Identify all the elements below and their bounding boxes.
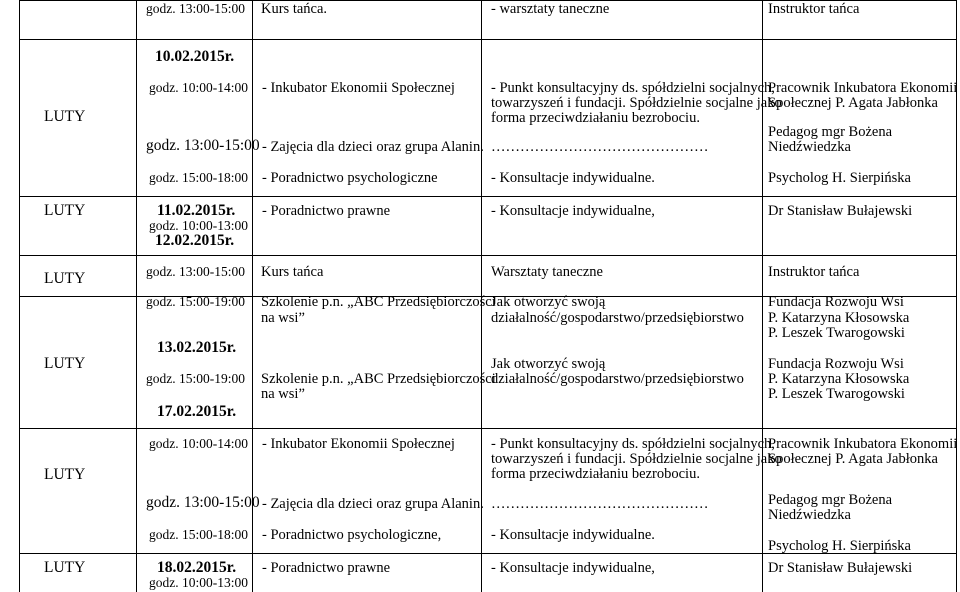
activity-cell: - Zajęcia dla dzieci oraz grupa Alanin. <box>262 139 484 155</box>
date-cell: 12.02.2015r. <box>155 232 235 249</box>
topic-cell: forma przeciwdziałaniu bezrobociu. <box>491 110 700 126</box>
date-cell: 17.02.2015r. <box>157 403 237 420</box>
activity-cell: - Inkubator Ekonomii Społecznej <box>262 436 455 452</box>
month-cell: LUTY <box>44 108 86 125</box>
table-border <box>19 0 20 592</box>
lead-cell: P. Katarzyna Kłosowska <box>768 371 910 387</box>
topic-cell: ……………………………………… <box>491 496 709 512</box>
lead-cell: Pedagog mgr Bożena <box>768 124 893 140</box>
topic-cell: forma przeciwdziałaniu bezrobociu. <box>491 466 700 482</box>
time-cell: godz. 15:00-19:00 <box>146 371 245 386</box>
topic-cell: - Konsultacje indywidualne, <box>491 560 655 576</box>
month-cell: LUTY <box>44 466 86 483</box>
lead-cell: Instruktor tańca <box>768 1 860 17</box>
activity-cell: - Poradnictwo prawne <box>262 560 391 576</box>
lead-cell: Społecznej P. Agata Jabłonka <box>768 451 938 467</box>
topic-cell: - Punkt konsultacyjny ds. spółdzielni socjalnych, <box>491 436 775 452</box>
lead-cell: Pracownik Inkubatora Ekonomii <box>768 80 958 96</box>
activity-cell: - Poradnictwo psychologiczne <box>262 170 438 186</box>
topic-cell: towarzyszeń i fundacji. Spółdzielnie socjalne jako <box>491 451 782 467</box>
time-cell: godz. 10:00-13:00 <box>149 575 248 590</box>
lead-cell: Dr Stanisław Bułajewski <box>768 203 913 219</box>
activity-cell: na wsi” <box>261 310 305 326</box>
activity-cell: Kurs tańca. <box>261 1 328 17</box>
activity-cell: na wsi” <box>261 386 305 402</box>
time-cell: godz. 15:00-19:00 <box>146 294 245 309</box>
topic-cell: ……………………………………… <box>491 139 709 155</box>
time-cell: godz. 15:00-18:00 <box>149 170 248 185</box>
lead-cell: Pedagog mgr Bożena <box>768 492 893 508</box>
lead-cell: Społecznej P. Agata Jabłonka <box>768 95 938 111</box>
time-cell: godz. 10:00-13:00 <box>149 218 248 233</box>
table-border <box>19 39 957 40</box>
table-border <box>19 255 957 256</box>
time-cell: godz. 15:00-18:00 <box>149 527 248 542</box>
time-cell: godz. 13:00-15:00 <box>146 494 260 511</box>
topic-cell: towarzyszeń i fundacji. Spółdzielnie socjalne jako <box>491 95 782 111</box>
time-cell: godz. 10:00-14:00 <box>149 436 248 451</box>
topic-cell: działalność/gospodarstwo/przedsiębiorstwo <box>491 371 744 387</box>
month-cell: LUTY <box>44 202 86 219</box>
topic-cell: - Punkt konsultacyjny ds. spółdzielni socjalnych, <box>491 80 775 96</box>
activity-cell: - Inkubator Ekonomii Społecznej <box>262 80 455 96</box>
lead-cell: Fundacja Rozwoju Wsi <box>768 356 904 372</box>
date-cell: 13.02.2015r. <box>157 339 237 356</box>
table-border <box>19 196 957 197</box>
date-cell: 10.02.2015r. <box>155 48 235 65</box>
date-cell: 18.02.2015r. <box>157 559 237 576</box>
topic-cell: Warsztaty taneczne <box>491 264 603 280</box>
topic-cell: - warsztaty taneczne <box>491 1 610 17</box>
topic-cell: - Konsultacje indywidualne, <box>491 203 655 219</box>
topic-cell: - Konsultacje indywidualne. <box>491 527 655 543</box>
activity-cell: Kurs tańca <box>261 264 324 280</box>
lead-cell: Fundacja Rozwoju Wsi <box>768 294 904 310</box>
month-cell: LUTY <box>44 355 86 372</box>
month-cell: LUTY <box>44 270 86 287</box>
activity-cell: - Poradnictwo psychologiczne, <box>262 527 442 543</box>
lead-cell: P. Katarzyna Kłosowska <box>768 310 910 326</box>
lead-cell: Niedźwiedzka <box>768 507 851 523</box>
lead-cell: Niedźwiedzka <box>768 139 851 155</box>
activity-cell: - Zajęcia dla dzieci oraz grupa Alanin. <box>262 496 484 512</box>
time-cell: godz. 13:00-15:00 <box>146 264 245 279</box>
table-border <box>136 0 137 592</box>
lead-cell: P. Leszek Twarogowski <box>768 325 905 341</box>
activity-cell: Szkolenie p.n. „ABC Przedsiębiorczości <box>261 371 496 387</box>
time-cell: godz. 13:00-15:00 <box>146 1 245 16</box>
lead-cell: Instruktor tańca <box>768 264 860 280</box>
topic-cell: - Konsultacje indywidualne. <box>491 170 655 186</box>
lead-cell: Psycholog H. Sierpińska <box>768 538 911 554</box>
topic-cell: Jak otworzyć swoją <box>491 356 606 372</box>
time-cell: godz. 10:00-14:00 <box>149 80 248 95</box>
lead-cell: Pracownik Inkubatora Ekonomii <box>768 436 958 452</box>
lead-cell: P. Leszek Twarogowski <box>768 386 905 402</box>
activity-cell: - Poradnictwo prawne <box>262 203 391 219</box>
lead-cell: Psycholog H. Sierpińska <box>768 170 911 186</box>
month-cell: LUTY <box>44 559 86 576</box>
lead-cell: Dr Stanisław Bułajewski <box>768 560 913 576</box>
time-cell: godz. 13:00-15:00 <box>146 137 260 154</box>
table-border <box>19 428 957 429</box>
topic-cell: działalność/gospodarstwo/przedsiębiorstwo <box>491 310 744 326</box>
date-cell: 11.02.2015r. <box>157 202 236 219</box>
topic-cell: Jak otworzyć swoją <box>491 294 606 310</box>
activity-cell: Szkolenie p.n. „ABC Przedsiębiorczości <box>261 294 496 310</box>
